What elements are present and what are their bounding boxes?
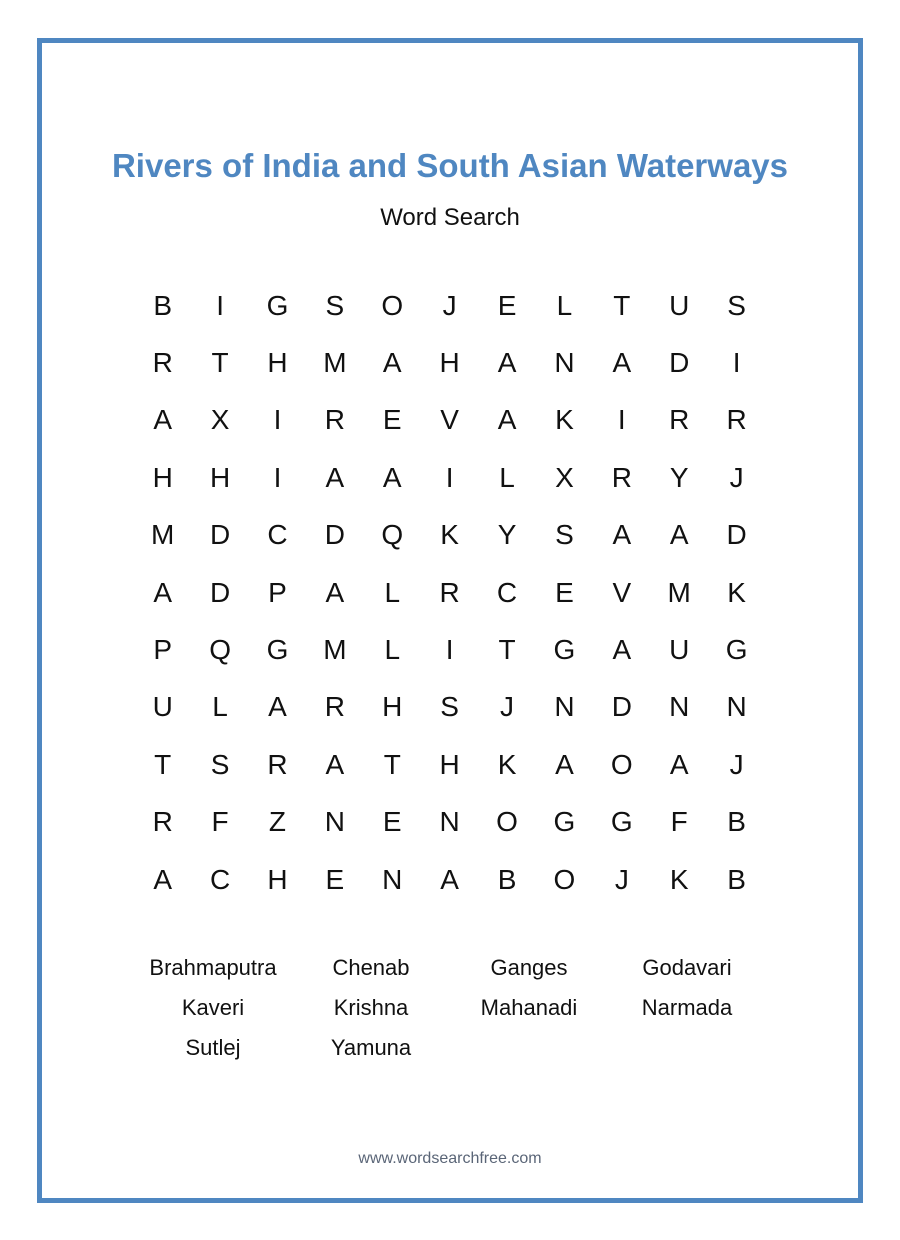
grid-cell: H: [152, 461, 173, 493]
grid-cell: D: [611, 691, 632, 723]
grid-cell: X: [555, 461, 574, 493]
grid-cell: B: [153, 289, 173, 321]
grid-cell: J: [614, 863, 629, 895]
grid-cell: A: [325, 576, 345, 608]
grid-cell: N: [554, 691, 575, 723]
word-list-item: Kaveri: [181, 995, 245, 1020]
grid-cell: D: [209, 519, 231, 551]
grid-cell: C: [496, 576, 518, 608]
grid-cell: A: [612, 347, 632, 379]
grid-cell: A: [382, 461, 402, 493]
grid-cell: L: [556, 289, 573, 321]
grid-cell: E: [497, 289, 517, 321]
letter-grid: [134, 277, 766, 908]
grid-cell: T: [383, 748, 401, 780]
grid-cell: O: [553, 863, 576, 895]
grid-cell: A: [669, 748, 689, 780]
grid-cell: F: [211, 806, 229, 838]
grid-cell: N: [669, 691, 690, 723]
grid-cell: A: [325, 748, 345, 780]
grid-cell: J: [729, 461, 744, 493]
grid-cell: K: [440, 519, 459, 551]
grid-cell: T: [498, 634, 516, 666]
grid-cell: G: [725, 634, 748, 666]
grid-cell: S: [210, 748, 230, 780]
grid-cell: D: [209, 576, 231, 608]
grid-cell: H: [267, 863, 288, 895]
grid-cell: D: [324, 519, 345, 551]
grid-cell: R: [267, 748, 288, 780]
grid-cell: G: [553, 634, 576, 666]
grid-cell: A: [382, 347, 402, 379]
grid-cell: S: [440, 691, 459, 723]
grid-cell: D: [726, 519, 747, 551]
grid-cell: A: [440, 863, 459, 895]
grid-cell: A: [497, 347, 517, 379]
grid-cell: J: [442, 289, 457, 321]
word-list-item: Krishna: [333, 995, 409, 1020]
grid-cell: E: [382, 806, 402, 838]
grid-cell: L: [384, 576, 401, 608]
grid-cell: H: [439, 347, 460, 379]
grid-cell: C: [209, 863, 231, 895]
grid-cell: H: [382, 691, 403, 723]
grid-cell: J: [500, 691, 515, 723]
grid-cell: K: [555, 404, 574, 436]
grid-cell: V: [440, 404, 459, 436]
grid-cell: N: [324, 806, 345, 838]
grid-cell: R: [324, 691, 345, 723]
grid-cell: X: [210, 404, 230, 436]
grid-cell: R: [669, 404, 690, 436]
grid-cell: E: [382, 404, 402, 436]
grid-cell: I: [445, 634, 454, 666]
grid-cell: E: [325, 863, 345, 895]
grid-cell: B: [497, 863, 517, 895]
grid-cell: A: [612, 519, 632, 551]
grid-cell: A: [555, 748, 574, 780]
grid-cell: Y: [497, 519, 517, 551]
grid-cell: Y: [669, 461, 689, 493]
page-title: Rivers of India and South Asian Waterways: [111, 147, 789, 184]
grid-cell: A: [153, 404, 173, 436]
grid-cell: O: [381, 289, 404, 321]
grid-cell: A: [153, 576, 173, 608]
grid-cell: M: [323, 347, 347, 379]
grid-cell: T: [613, 289, 631, 321]
grid-cell: M: [323, 634, 347, 666]
grid-cell: O: [496, 806, 518, 838]
grid-cell: K: [727, 576, 746, 608]
grid-cell: A: [325, 461, 345, 493]
word-list-item: Chenab: [332, 955, 410, 980]
word-list-item: Ganges: [490, 955, 568, 980]
word-list-item: Mahanadi: [480, 995, 578, 1020]
word-list-item: Sutlej: [185, 1035, 241, 1060]
grid-cell: I: [445, 461, 454, 493]
grid-cell: T: [211, 347, 229, 379]
grid-cell: K: [669, 863, 689, 895]
grid-cell: L: [499, 461, 515, 493]
grid-cell: G: [553, 806, 576, 838]
grid-cell: S: [555, 519, 574, 551]
grid-cell: Q: [381, 519, 404, 551]
grid-cell: N: [554, 347, 575, 379]
grid-cell: K: [497, 748, 517, 780]
grid-cell: G: [610, 806, 633, 838]
word-list-item: Yamuna: [330, 1035, 412, 1060]
grid-cell: S: [727, 289, 746, 321]
grid-cell: G: [266, 634, 289, 666]
grid-cell: B: [727, 863, 746, 895]
grid-cell: I: [617, 404, 626, 436]
grid-cell: P: [153, 634, 173, 666]
grid-cell: F: [670, 806, 688, 838]
grid-cell: G: [266, 289, 289, 321]
grid-cell: A: [153, 863, 173, 895]
grid-cell: R: [152, 347, 173, 379]
grid-cell: L: [384, 634, 401, 666]
grid-cell: O: [610, 748, 633, 780]
grid-cell: U: [669, 634, 690, 666]
grid-cell: B: [727, 806, 746, 838]
grid-cell: R: [152, 806, 173, 838]
word-list-item: Brahmaputra: [149, 955, 277, 980]
grid-cell: A: [612, 634, 632, 666]
grid-cell: H: [267, 347, 288, 379]
grid-cell: A: [268, 691, 287, 723]
grid-cell: T: [154, 748, 172, 780]
word-list-item: Godavari: [642, 955, 732, 980]
footer-url: www.wordsearchfree.com: [358, 1150, 542, 1167]
grid-cell: D: [669, 347, 690, 379]
page-subtitle: Word Search: [380, 204, 520, 231]
grid-cell: R: [611, 461, 632, 493]
grid-cell: N: [382, 863, 403, 895]
grid-cell: S: [325, 289, 345, 321]
grid-cell: R: [324, 404, 345, 436]
grid-cell: N: [726, 691, 747, 723]
grid-cell: I: [216, 289, 224, 321]
grid-cell: Q: [209, 634, 231, 666]
grid-cell: N: [439, 806, 460, 838]
grid-cell: E: [555, 576, 574, 608]
grid-cell: J: [729, 748, 744, 780]
grid-cell: P: [268, 576, 287, 608]
grid-cell: Z: [268, 806, 287, 838]
grid-cell: L: [212, 691, 228, 723]
grid-cell: I: [273, 461, 282, 493]
grid-cell: M: [667, 576, 691, 608]
grid-cell: I: [273, 404, 282, 436]
grid-cell: V: [612, 576, 632, 608]
word-list-item: Narmada: [641, 995, 733, 1020]
grid-cell: H: [439, 748, 460, 780]
grid-cell: I: [732, 347, 741, 379]
grid-cell: M: [151, 519, 175, 551]
grid-cell: R: [726, 404, 747, 436]
grid-cell: A: [497, 404, 517, 436]
grid-cell: A: [669, 519, 689, 551]
grid-cell: C: [267, 519, 288, 551]
grid-cell: H: [209, 461, 231, 493]
grid-cell: U: [152, 691, 173, 723]
grid-cell: U: [669, 289, 690, 321]
grid-cell: R: [439, 576, 460, 608]
word-list: [134, 948, 766, 1068]
